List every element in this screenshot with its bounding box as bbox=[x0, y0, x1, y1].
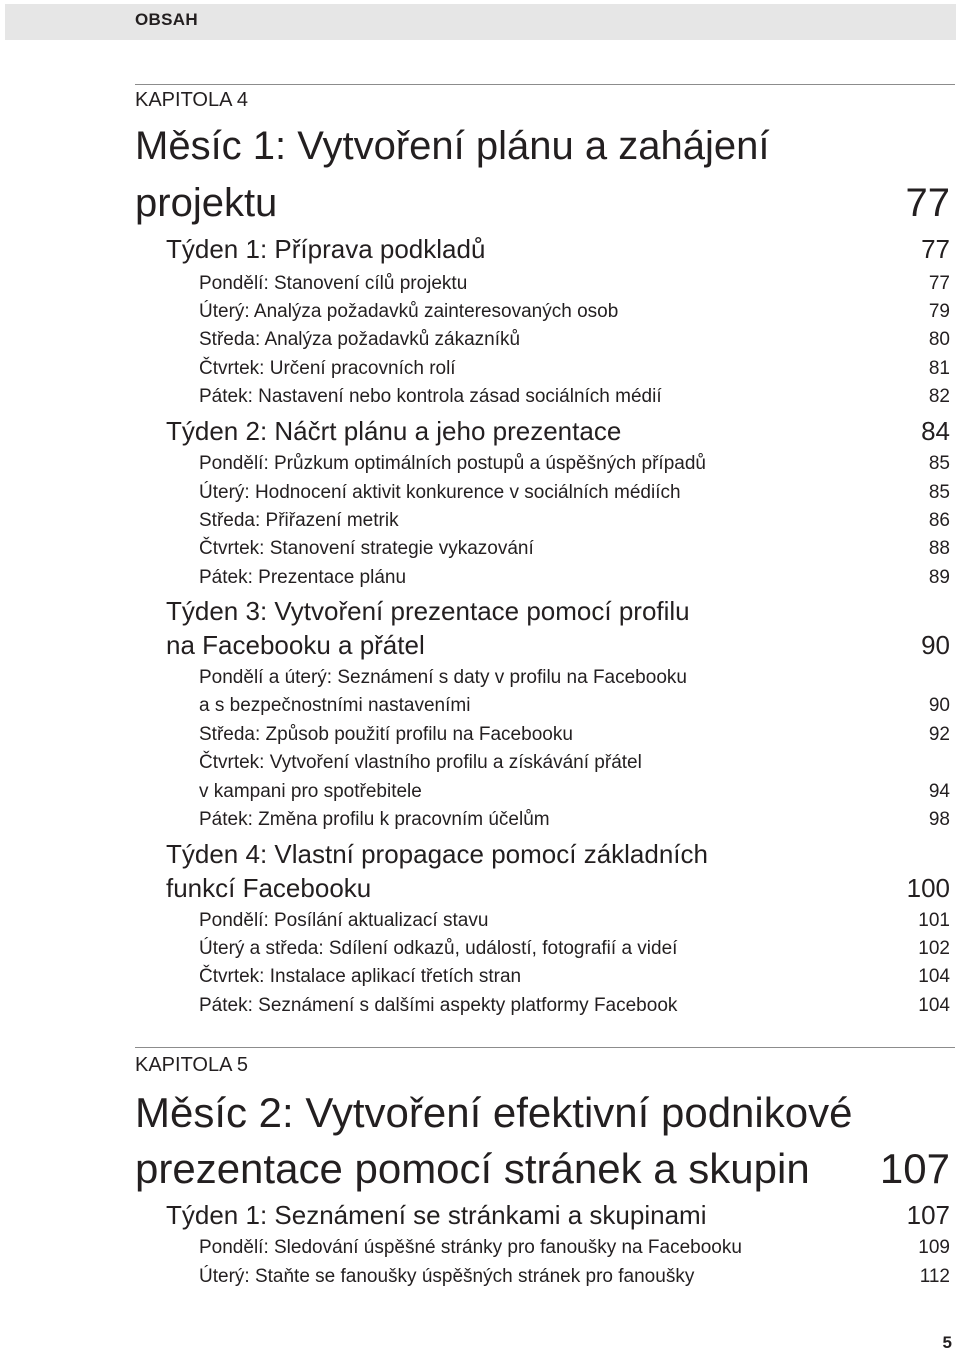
week-title: Týden 4: Vlastní propagace pomocí základních bbox=[166, 839, 708, 869]
chapter-title-line1: Měsíc 1: Vytvoření plánu a zahájení bbox=[135, 124, 770, 168]
day-page: 82 bbox=[928, 386, 950, 407]
day-title: Čtvrtek: Stanovení strategie vykazování bbox=[199, 538, 534, 559]
week-title: Týden 1: Seznámení se stránkami a skupinami bbox=[166, 1200, 707, 1230]
chapter-title-line1: Měsíc 2: Vytvoření efektivní podnikové bbox=[135, 1089, 853, 1136]
chapter-label: KAPITOLA 5 bbox=[135, 1054, 249, 1076]
week-page: 90 bbox=[921, 630, 950, 660]
chapter-title-line2: prezentace pomocí stránek a skupin bbox=[135, 1145, 810, 1192]
week-page: 84 bbox=[921, 416, 950, 446]
week-title-line2: funkcí Facebooku bbox=[166, 873, 372, 903]
day-page: 109 bbox=[918, 1237, 950, 1258]
day-title: Pátek: Seznámení s dalšími aspekty platformy Facebook bbox=[199, 995, 678, 1016]
day-title: Úterý: Hodnocení aktivit konkurence v sociálních médiích bbox=[199, 482, 681, 503]
day-title: Pondělí: Sledování úspěšné stránky pro fanoušky na Facebooku bbox=[199, 1237, 742, 1258]
day-title: Středa: Přiřazení metrik bbox=[199, 510, 399, 531]
day-page: 112 bbox=[919, 1266, 950, 1287]
day-title: Pondělí: Posílání aktualizací stavu bbox=[199, 910, 489, 931]
day-page: 94 bbox=[928, 781, 950, 802]
chapter-page: 77 bbox=[905, 181, 950, 225]
day-page: 88 bbox=[928, 538, 950, 559]
section-title: OBSAH bbox=[135, 10, 198, 29]
day-title-line2: v kampani pro spotřebitele bbox=[199, 781, 422, 802]
day-title: Pondělí: Průzkum optimálních postupů a úspěšných případů bbox=[199, 453, 706, 474]
day-page: 104 bbox=[918, 966, 950, 987]
page-number: 5 bbox=[942, 1333, 952, 1352]
chapter-label: KAPITOLA 4 bbox=[135, 89, 249, 111]
day-page: 98 bbox=[928, 809, 950, 830]
day-title: Úterý: Analýza požadavků zainteresovaných osob bbox=[199, 301, 619, 322]
day-title: Pátek: Změna profilu k pracovním účelům bbox=[199, 809, 550, 830]
day-title: Pátek: Prezentace plánu bbox=[199, 567, 407, 588]
day-title: Středa: Způsob použití profilu na Facebooku bbox=[199, 724, 573, 745]
day-page: 90 bbox=[928, 695, 950, 716]
day-title: Středa: Analýza požadavků zákazníků bbox=[199, 329, 521, 350]
day-title: Čtvrtek: Určení pracovních rolí bbox=[199, 358, 456, 379]
day-title: Pondělí: Stanovení cílů projektu bbox=[199, 273, 468, 294]
chapter-divider bbox=[135, 84, 955, 85]
chapter-page: 107 bbox=[879, 1145, 950, 1192]
day-page: 85 bbox=[928, 482, 950, 503]
week-page: 107 bbox=[906, 1200, 950, 1230]
day-title: Čtvrtek: Vytvoření vlastního profilu a získávání přátel bbox=[199, 752, 642, 773]
day-page: 104 bbox=[918, 995, 950, 1016]
chapter-title-line2: projektu bbox=[135, 181, 278, 225]
week-title-line2: na Facebooku a přátel bbox=[166, 630, 425, 660]
week-title: Týden 2: Náčrt plánu a jeho prezentace bbox=[166, 416, 622, 446]
day-title: Úterý: Staňte se fanoušky úspěšných stránek pro fanoušky bbox=[199, 1266, 695, 1287]
day-title: Pondělí a úterý: Seznámení s daty v profilu na Facebooku bbox=[199, 667, 687, 688]
day-page: 85 bbox=[928, 453, 950, 474]
week-page: 77 bbox=[921, 234, 950, 264]
week-page: 100 bbox=[906, 873, 950, 903]
day-page: 79 bbox=[928, 301, 950, 322]
week-title: Týden 1: Příprava podkladů bbox=[166, 234, 486, 264]
day-page: 89 bbox=[928, 567, 950, 588]
day-page: 102 bbox=[918, 938, 950, 959]
day-page: 77 bbox=[928, 273, 950, 294]
day-page: 86 bbox=[928, 510, 950, 531]
week-title: Týden 3: Vytvoření prezentace pomocí profilu bbox=[166, 596, 690, 626]
day-title-line2: a s bezpečnostními nastaveními bbox=[199, 695, 471, 716]
day-page: 92 bbox=[928, 724, 950, 745]
day-page: 81 bbox=[928, 358, 950, 379]
chapter-divider bbox=[135, 1047, 955, 1048]
day-title: Čtvrtek: Instalace aplikací třetích stran bbox=[199, 966, 522, 987]
day-page: 101 bbox=[918, 910, 950, 931]
day-page: 80 bbox=[928, 329, 950, 350]
day-title: Úterý a středa: Sdílení odkazů, událostí, fotografií a videí bbox=[199, 938, 678, 959]
day-title: Pátek: Nastavení nebo kontrola zásad sociálních médií bbox=[199, 386, 662, 407]
